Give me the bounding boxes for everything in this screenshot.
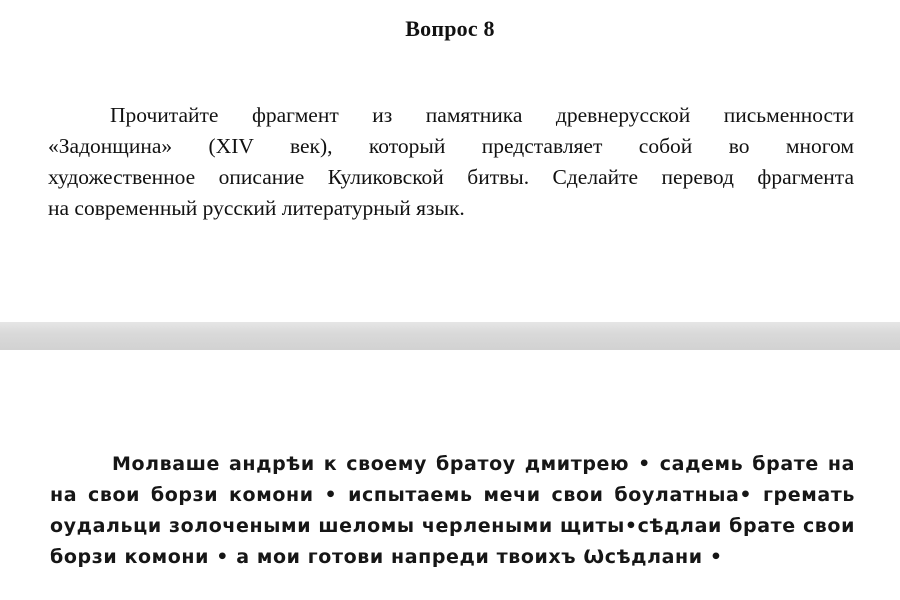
fragment-line: на свои борзи комони • испытаемь мечи свои боулатныа• гремать <box>50 484 855 506</box>
fragment-line: оудальци золочеными шеломы черлеными щиты•сѣдлаи брате свои <box>50 515 855 537</box>
instruction-line: художественное описание Куликовской битвы. Сделайте перевод фрагмента <box>48 165 854 189</box>
fragment-line: Молваше андрѣи к своему братоу дмитрею • садемь брате на <box>112 453 855 475</box>
question-title: Вопрос 8 <box>405 16 495 41</box>
instruction-line: «Задонщина» (XIV век), который представляет собой во многом <box>48 134 854 158</box>
instruction-line: на современный русский литературный язык. <box>48 196 465 220</box>
instruction-line: Прочитайте фрагмент из памятника древнерусской письменности <box>110 103 854 127</box>
old-russian-fragment <box>50 449 855 573</box>
instruction-paragraph <box>48 100 854 224</box>
fragment-line: борзи комони • а мои готови напреди твоихъ Ѡсѣдлани • <box>50 546 723 568</box>
page-separator <box>0 322 900 350</box>
document-page-bottom <box>0 350 900 600</box>
